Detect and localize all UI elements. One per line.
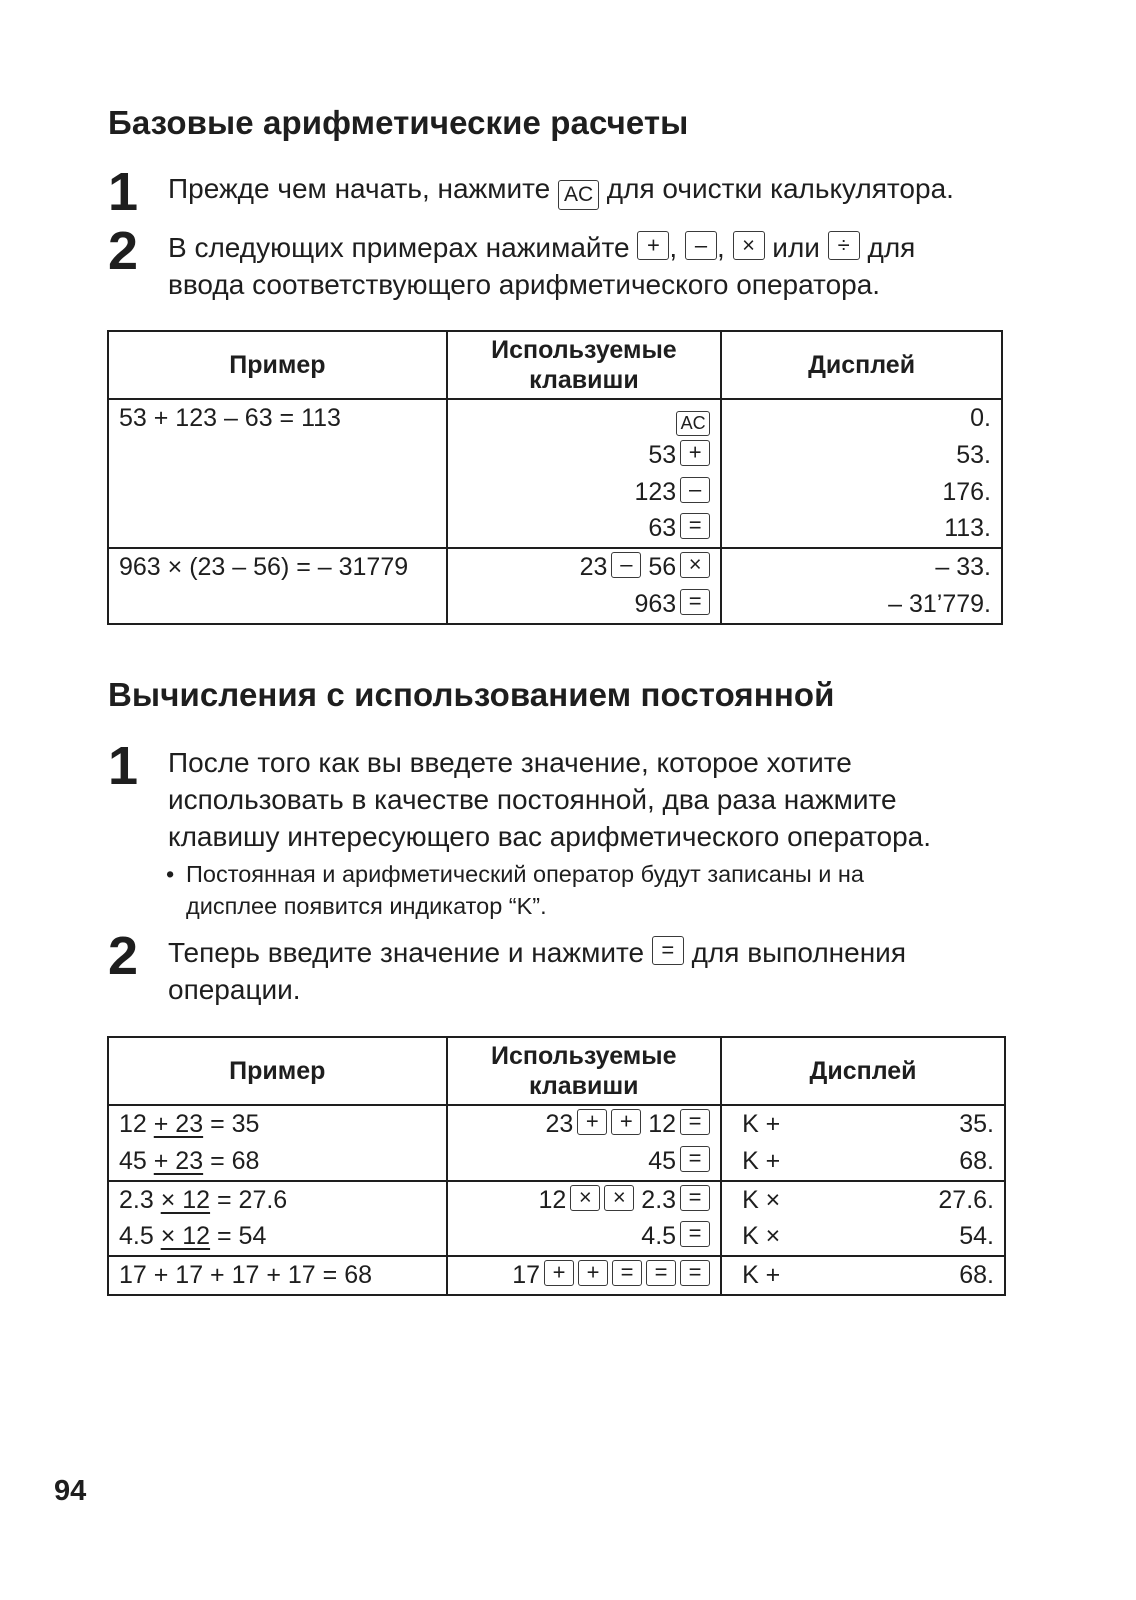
times-key-icon: × [604, 1185, 634, 1211]
bullet-icon: • [166, 861, 175, 887]
step-number: 2 [108, 221, 139, 281]
display-value: 113. [944, 514, 991, 543]
section-title-constant: Вычисления с использованием постоянной [108, 676, 835, 713]
display-value: 0. [970, 404, 991, 432]
step-2 [108, 221, 1028, 303]
header-display: Дисплей [721, 1037, 1005, 1105]
minus-key-icon: – [611, 552, 641, 578]
header-keys: Используемые клавиши [447, 331, 721, 399]
example-text: 53 + 123 – 63 = 113 [119, 404, 341, 432]
plus-key-icon: + [577, 1109, 607, 1135]
plus-key-icon: + [544, 1260, 574, 1286]
step-number: 1 [108, 736, 139, 796]
times-key-icon: × [680, 552, 710, 578]
header-example: Пример [108, 331, 447, 399]
constant-indicator: K + [742, 1261, 781, 1290]
ac-key-icon: AC [558, 180, 599, 210]
equals-key-icon: = [680, 1109, 710, 1135]
basic-calc-table [107, 330, 1003, 625]
header-display: Дисплей [721, 331, 1002, 399]
note-bullet: • Постоянная и арифметический оператор будут записаны и на дисплее появится индикатор “K”. [166, 858, 1026, 922]
step-number: 2 [108, 926, 139, 986]
constant-indicator: K + [742, 1110, 781, 1138]
table-row: 53 + 123 – 63 = 113 AC 53 + 123 – 63 = 0. 53. 176. 113. [108, 399, 1002, 548]
section-title-basic: Базовые арифметические расчеты [108, 104, 689, 141]
example-text: 963 × (23 – 56) = – 31779 [119, 553, 409, 582]
plus-key-icon: + [611, 1109, 641, 1135]
equals-key-icon: = [680, 1185, 710, 1211]
equals-key-icon: = [646, 1260, 676, 1286]
constant-indicator: K + [742, 1146, 781, 1175]
equals-key-icon: = [680, 1146, 710, 1172]
display-value: 68. [959, 1261, 994, 1290]
equals-key-icon: = [680, 1260, 710, 1286]
times-key-icon: × [733, 231, 765, 260]
minus-key-icon: – [685, 231, 717, 260]
example-text: 45 + 23 = 68 [119, 1146, 260, 1175]
table-row: 963 × (23 – 56) = – 31779 23 – 56 × 963 = – 33. – 31’779. [108, 548, 1002, 624]
step-1 [108, 162, 1028, 222]
plus-key-icon: + [578, 1260, 608, 1286]
step-number: 1 [108, 162, 139, 222]
step-text: После того как вы введете значение, которое хотите использовать в качестве постоянной, два раза нажмите клавишу интересующего вас арифметического оператора. [168, 747, 931, 852]
step-text: Прежде чем начать, нажмите AC для очистки калькулятора. [168, 170, 1028, 210]
table-row: 2.3 × 12 = 27.6 4.5 × 12 = 54 12 × × 2.3 = 4.5 = K × 27.6. K × 54. [108, 1181, 1005, 1257]
equals-key-icon: = [612, 1260, 642, 1286]
page-number: 94 [54, 1475, 87, 1507]
display-value: 53. [956, 440, 991, 469]
divide-key-icon: ÷ [828, 231, 860, 260]
step-2 [108, 926, 1028, 1008]
example-text: 2.3 × 12 = 27.6 [119, 1185, 288, 1214]
equals-key-icon: = [680, 513, 710, 539]
display-value: 54. [959, 1222, 994, 1251]
ac-key-icon: AC [676, 411, 710, 436]
example-text: 12 + 23 = 35 [119, 1110, 260, 1138]
example-text: 4.5 × 12 = 54 [119, 1222, 267, 1251]
constant-calc-table [107, 1036, 1006, 1296]
plus-key-icon: + [637, 231, 669, 260]
constant-indicator: K × [742, 1222, 781, 1251]
header-example: Пример [108, 1037, 447, 1105]
equals-key-icon: = [680, 1221, 710, 1247]
display-value: 27.6. [938, 1185, 994, 1214]
header-keys: Используемые клавиши [447, 1037, 722, 1105]
equals-key-icon: = [652, 936, 684, 965]
minus-key-icon: – [680, 477, 710, 503]
display-value: 68. [959, 1146, 994, 1175]
display-value: 176. [942, 477, 991, 506]
step-1 [108, 736, 1028, 855]
table-row: 17 + 17 + 17 + 17 = 68 17 + + = = = K + 68. [108, 1256, 1005, 1295]
times-key-icon: × [570, 1185, 600, 1211]
display-value: 35. [959, 1110, 994, 1138]
display-value: – 31’779. [888, 589, 991, 618]
example-text: 17 + 17 + 17 + 17 = 68 [119, 1261, 373, 1290]
plus-key-icon: + [680, 440, 710, 466]
equals-key-icon: = [680, 589, 710, 615]
table-row: 12 + 23 = 35 45 + 23 = 68 23 + + 12 = 45 = K + 35. K + 68. [108, 1105, 1005, 1181]
step-text: В следующих примерах нажимайте + , – , × или ÷ для ввода соответствующего арифметического оператора. [168, 232, 916, 300]
display-value: – 33. [935, 553, 991, 582]
step-text: Теперь введите значение и нажмите = для выполнения операции. [168, 937, 906, 1005]
constant-indicator: K × [742, 1185, 781, 1214]
